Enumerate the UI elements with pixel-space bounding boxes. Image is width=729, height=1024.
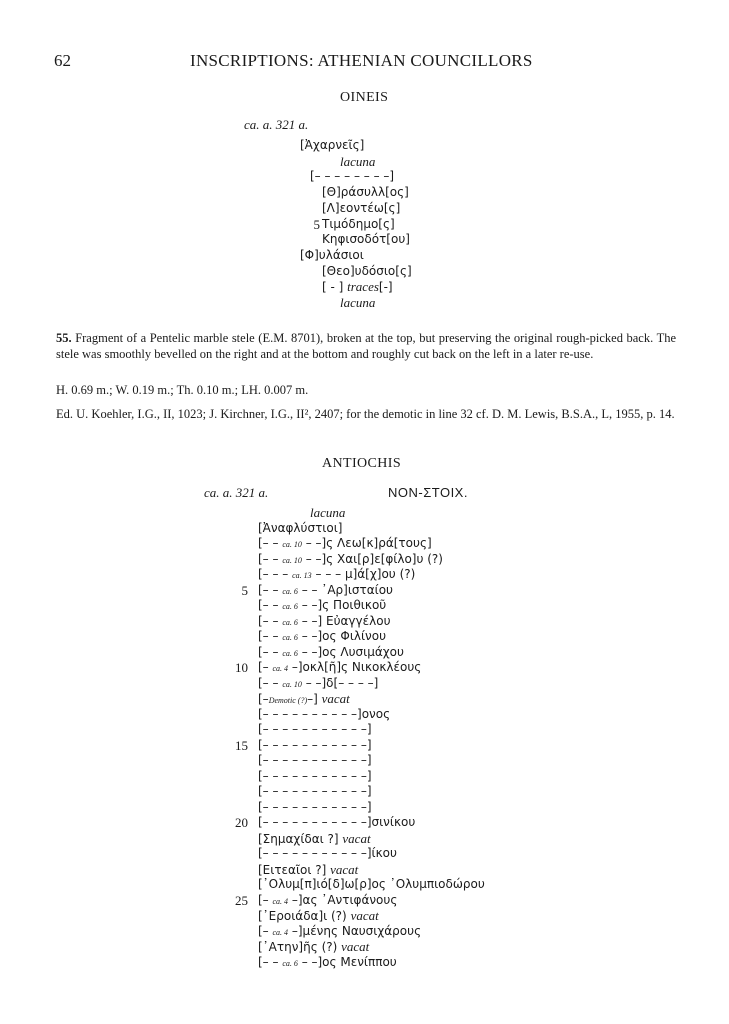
inscription-line: [– – ca. 6 – –] Εὐαγγέλου (258, 613, 391, 628)
inscription-line: [Φ]υλάσιοι (300, 247, 364, 262)
entry-55-description (56, 330, 676, 362)
editorial-note: lacuna (310, 505, 346, 520)
lacuna-size-note: ca. 6 (282, 958, 298, 968)
section-title-antiochis: ANTIOCHIS (322, 456, 402, 471)
entry-55-dimensions: H. 0.69 m.; W. 0.19 m.; Th. 0.10 m.; LH. 0.007 m. (56, 383, 309, 397)
inscription-line: [– – ca. 10 – –]ς Λεω[κ]ρά[τους] (258, 536, 432, 550)
inscription-line: [– – ca. 10 – –]δ[– – – –] (258, 675, 379, 690)
inscription-line: [᾽Ατην]ῆς (?) vacat (258, 939, 370, 954)
editorial-note: traces (347, 279, 379, 295)
line-number: 5 (313, 216, 320, 232)
section-title-oineis: OINEIS (340, 90, 389, 105)
running-title: INSCRIPTIONS: ATHENIAN COUNCILLORS (190, 51, 533, 70)
inscription-line: [– ca. 4 –]μένης Ναυσιχάρους (258, 923, 422, 938)
lacuna-size-note: ca. 4 (272, 927, 289, 937)
inscription-line: [– – ca. 10 – –]ς Χαι[ρ]ε[φίλο]υ (?) (258, 551, 443, 566)
editorial-note: vacat (321, 691, 350, 706)
oineis-date: ca. a. 321 a. (244, 117, 309, 132)
editorial-note: lacuna (340, 153, 376, 169)
inscription-line: Κηφισοδότ[ου] (322, 232, 410, 247)
inscription-line: [– – ca. 6 – –]ος Λυσιμάχου (258, 644, 404, 659)
inscription-line: [– – – ca. 13 – – – μ]ά[χ]ου (?) (258, 567, 416, 581)
inscription-line: [– – – – – – – – – – –] (258, 737, 372, 752)
inscription-line: [– – – – – – – – – – –] (258, 722, 372, 736)
page-number: 62 (54, 51, 71, 70)
oineis-inscription (300, 138, 500, 318)
antiochis-inscription (235, 505, 558, 975)
inscription-line (310, 505, 345, 521)
editorial-note: vacat (350, 908, 379, 923)
entry-description-text: Fragment of a Pentelic marble stele (E.M. 8701), broken at the top, but preserving the original rough-picked back. The stele was smoothly bevelled on the right and at the bottom and roughly cut back on the left in a later re-use. (56, 331, 677, 361)
inscription-line: [Ἀναφλύστιοι] (258, 520, 343, 535)
lacuna-size-note: ca. 10 (282, 540, 302, 549)
inscription-line: [– – – – – – – – – – –]σινίκου (258, 815, 416, 829)
inscription-line (340, 295, 375, 311)
line-number: 25 (235, 892, 248, 908)
inscription-line: [– – – – – – – – – – –] (258, 768, 372, 783)
lacuna-size-note: ca. 6 (282, 617, 298, 627)
editorial-note: vacat (330, 861, 359, 877)
line-number: 5 (241, 582, 248, 598)
lacuna-size-note: ca. 6 (282, 602, 298, 611)
inscription-line: [– ca. 4 –]ας ᾽Αντιφάνους (258, 892, 398, 907)
inscription-line: [– – ca. 6 – – ᾽Αρ]ισταίου (258, 582, 393, 597)
inscription-line: [Λ]εοντέω[ς] (322, 200, 401, 215)
inscription-line: [–Demotic (?)–] vacat (258, 691, 350, 706)
inscription-line: [– – – – – – – –] (310, 169, 395, 184)
antiochis-date: ca. a. 321 a. (204, 485, 269, 500)
inscription-line: Τιμόδημο[ς] (322, 216, 395, 231)
inscription-line: [– – – – – – – – – – –] (258, 799, 372, 814)
inscription-line: [– – – – – – – – – –]ονος (258, 706, 391, 721)
inscription-line: [– – ca. 6 – –]ος Φιλίνου (258, 629, 387, 643)
lacuna-size-note: ca. 6 (282, 648, 298, 658)
inscription-line: [ - ] traces[-] (322, 279, 393, 295)
inscription-line: [Σημαχίδαι ?] vacat (258, 830, 371, 846)
lacuna-size-note: ca. 4 (272, 664, 289, 673)
inscription-line (340, 154, 375, 170)
lacuna-size-note: ca. 13 (292, 571, 312, 580)
line-number: 15 (235, 737, 248, 753)
entry-number: 55. (56, 331, 72, 345)
lacuna-size-note: ca. 4 (272, 896, 289, 906)
inscription-line: [– – – – – – – – – – –] (258, 753, 372, 767)
line-number: 20 (235, 815, 248, 830)
inscription-line: [– – ca. 6 – –]ος Μενίππου (258, 954, 397, 969)
lacuna-size-note: ca. 6 (282, 633, 298, 642)
inscription-line: [– ca. 4 –]οκλ[ῆ]ς Νικοκλέους (258, 660, 422, 674)
editorial-note: vacat (342, 830, 371, 846)
inscription-line: [– – – – – – – – – – –] (258, 784, 372, 798)
inscription-line: [᾽Εροιάδα]ι (?) vacat (258, 908, 379, 923)
stoichedon-note: NON-ΣΤΟΙΧ. (388, 485, 468, 500)
lacuna-size-note: ca. 10 (282, 555, 302, 565)
inscription-line: [Ἀχαρνεῖς] (300, 138, 365, 152)
inscription-line: [Ειτεαῖοι ?] vacat (258, 861, 359, 877)
inscription-line: [– – ca. 6 – –]ς Ποιθικοῦ (258, 598, 387, 612)
lacuna-size-note: ca. 6 (282, 586, 298, 596)
entry-55-bibliography: Ed. U. Koehler, I.G., II, 1023; J. Kirchner, I.G., II², 2407; for the demotic in line 32 cf. D. M. Lewis, B.S.A., L, 1955, p. 14. (56, 407, 675, 421)
editorial-note: vacat (341, 939, 370, 954)
inscription-line: [Θ]ράσυλλ[ος] (322, 185, 409, 200)
inscription-line: [᾽Ολυμ[π]ιό[δ]ω[ρ]ος ᾽Ολυμπιοδώρου (258, 877, 485, 891)
line-number: 10 (235, 660, 248, 675)
editorial-note: lacuna (340, 295, 376, 310)
inscription-line: [Θεο]υδόσιο[ς] (322, 263, 412, 278)
lacuna-size-note: ca. 10 (282, 679, 302, 689)
lacuna-size-note: Demotic (?) (268, 696, 308, 705)
inscription-line: [– – – – – – – – – – –]ίκου (258, 846, 397, 860)
